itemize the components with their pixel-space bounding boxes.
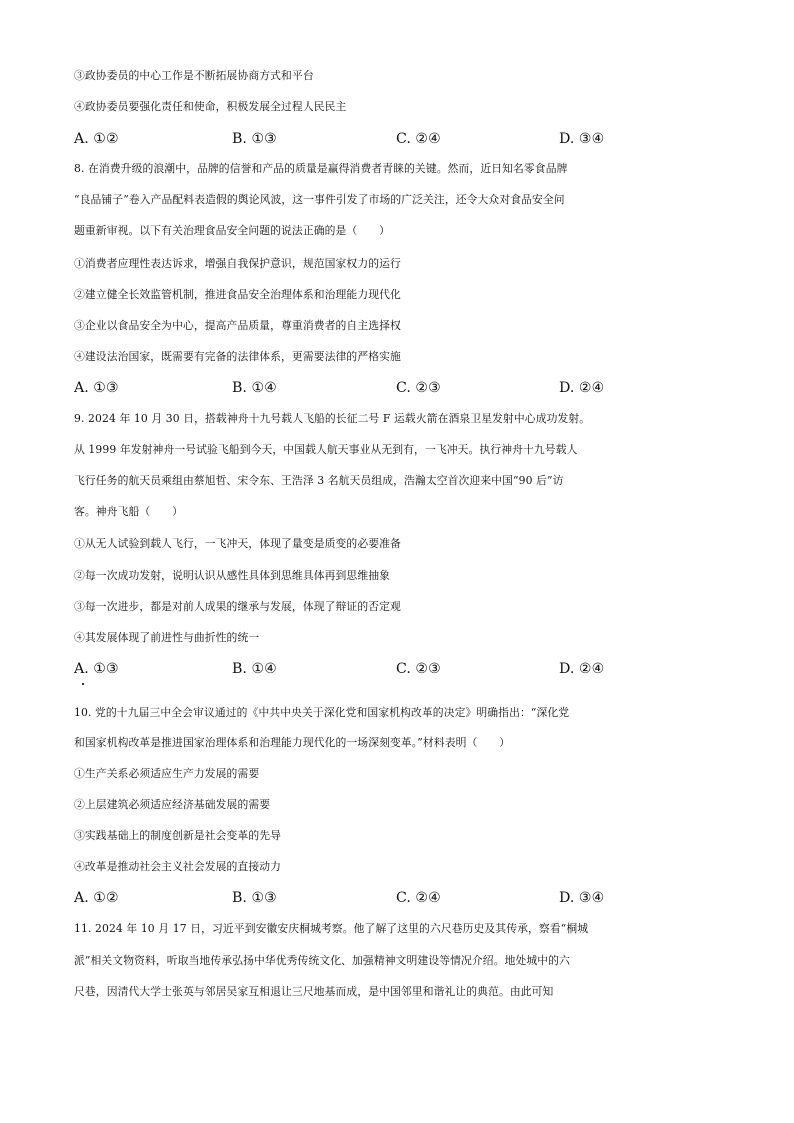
q11-stem-line: 派”相关文物资料，听取当地传承弘扬中华优秀传统文化、加强精神文明建设等情况介绍。地处城中的六	[74, 954, 570, 967]
q9-option-b[interactable]: B. ①④	[232, 661, 277, 677]
q10-option-b[interactable]: B. ①③	[232, 890, 277, 906]
q10-item-4: ④改革是推动社会主义社会发展的直接动力	[74, 860, 282, 873]
q9-option-a[interactable]: A. ①③	[74, 661, 119, 677]
q8-stem-line: “良品铺子”卷入产品配料表造假的舆论风波，这一事件引发了市场的广泛关注，还令大众对食品安全问	[74, 193, 565, 206]
q9-item-3: ③每一次进步，都是对前人成果的继承与发展，体现了辩证的否定观	[74, 600, 401, 613]
q8-stem-line: 题重新审视。以下有关治理食品安全问题的说法正确的是（ ）	[74, 224, 391, 237]
q9-item-4: ④其发展体现了前进性与曲折性的统一	[74, 631, 260, 644]
q8-stem-line: 8. 在消费升级的浪潮中，品牌的信誉和产品的质量是赢得消费者青睐的关键。然而，近日知名零食品牌	[74, 162, 568, 175]
q7-option-d[interactable]: D. ③④	[559, 131, 605, 147]
q10-options	[74, 888, 734, 908]
stray-dot	[82, 683, 84, 685]
q7-option-c[interactable]: C. ②④	[396, 131, 441, 147]
q7-item-4: ④政协委员要强化责任和使命，积极发展全过程人民民主	[74, 100, 347, 113]
q11-stem-line: 尺巷，因清代大学士张英与邻居吴家互相退让三尺地基而成，是中国邻里和谐礼让的典范。由此可知	[74, 985, 554, 998]
q8-option-b[interactable]: B. ①④	[232, 380, 277, 396]
q10-option-d[interactable]: D. ③④	[559, 890, 605, 906]
q9-item-2: ②每一次成功发射，说明认识从感性具体到思维具体再到思维抽象	[74, 569, 391, 582]
q9-stem-line: 飞行任务的航天员乘组由蔡旭哲、宋令东、王浩泽 3 名航天员组成，浩瀚太空首次迎来中国“90 后”访	[74, 474, 564, 487]
q10-stem-line: 和国家机构改革是推进国家治理体系和治理能力现代化的一场深刻变革。”材料表明（ ）	[74, 736, 511, 749]
q9-stem-line: 9. 2024 年 10 月 30 日，搭载神舟十九号载人飞船的长征二号 F 运载火箭在酒泉卫星发射中心成功发射。	[74, 412, 591, 425]
q10-stem-line: 10. 党的十九届三中全会审议通过的《中共中央关于深化党和国家机构改革的决定》明确指出：“深化党	[74, 706, 570, 719]
q8-option-a[interactable]: A. ①③	[74, 380, 119, 396]
q11-stem-line: 11. 2024 年 10 月 17 日，习近平到安徽安庆桐城考察。他了解了这里的六尺巷历史及其传承，察看“桐城	[74, 922, 589, 935]
q7-options	[74, 129, 734, 149]
q8-item-2: ②建立健全长效监管机制，推进食品安全治理体系和治理能力现代化	[74, 288, 401, 301]
q8-options	[74, 378, 734, 398]
q7-option-b[interactable]: B. ①③	[232, 131, 277, 147]
q8-option-d[interactable]: D. ②④	[559, 380, 605, 396]
q8-item-4: ④建设法治国家，既需要有完备的法律体系，更需要法律的严格实施	[74, 350, 401, 363]
q10-item-3: ③实践基础上的制度创新是社会变革的先导	[74, 829, 282, 842]
q9-options	[74, 659, 734, 679]
q10-option-a[interactable]: A. ①②	[74, 890, 119, 906]
q9-stem-line: 从 1999 年发射神舟一号试验飞船到今天，中国载人航天事业从无到有，一飞冲天。执行神舟十九号载人	[74, 443, 578, 456]
q10-item-2: ②上层建筑必须适应经济基础发展的需要	[74, 798, 271, 811]
q7-item-3: ③政协委员的中心工作是不断拓展协商方式和平台	[74, 69, 314, 82]
q9-item-1: ①从无人试验到载人飞行，一飞冲天，体现了量变是质变的必要准备	[74, 537, 401, 550]
q8-item-3: ③企业以食品安全为中心，提高产品质量，尊重消费者的自主选择权	[74, 319, 401, 332]
q9-option-d[interactable]: D. ②④	[559, 661, 605, 677]
q8-item-1: ①消费者应理性表达诉求，增强自我保护意识，规范国家权力的运行	[74, 257, 401, 270]
q7-option-a[interactable]: A. ①②	[74, 131, 119, 147]
q10-item-1: ①生产关系必须适应生产力发展的需要	[74, 767, 260, 780]
q10-option-c[interactable]: C. ②④	[396, 890, 441, 906]
q9-option-c[interactable]: C. ②③	[396, 661, 441, 677]
q8-option-c[interactable]: C. ②③	[396, 380, 441, 396]
q9-stem-line: 客。神舟飞船（ ）	[74, 505, 183, 518]
